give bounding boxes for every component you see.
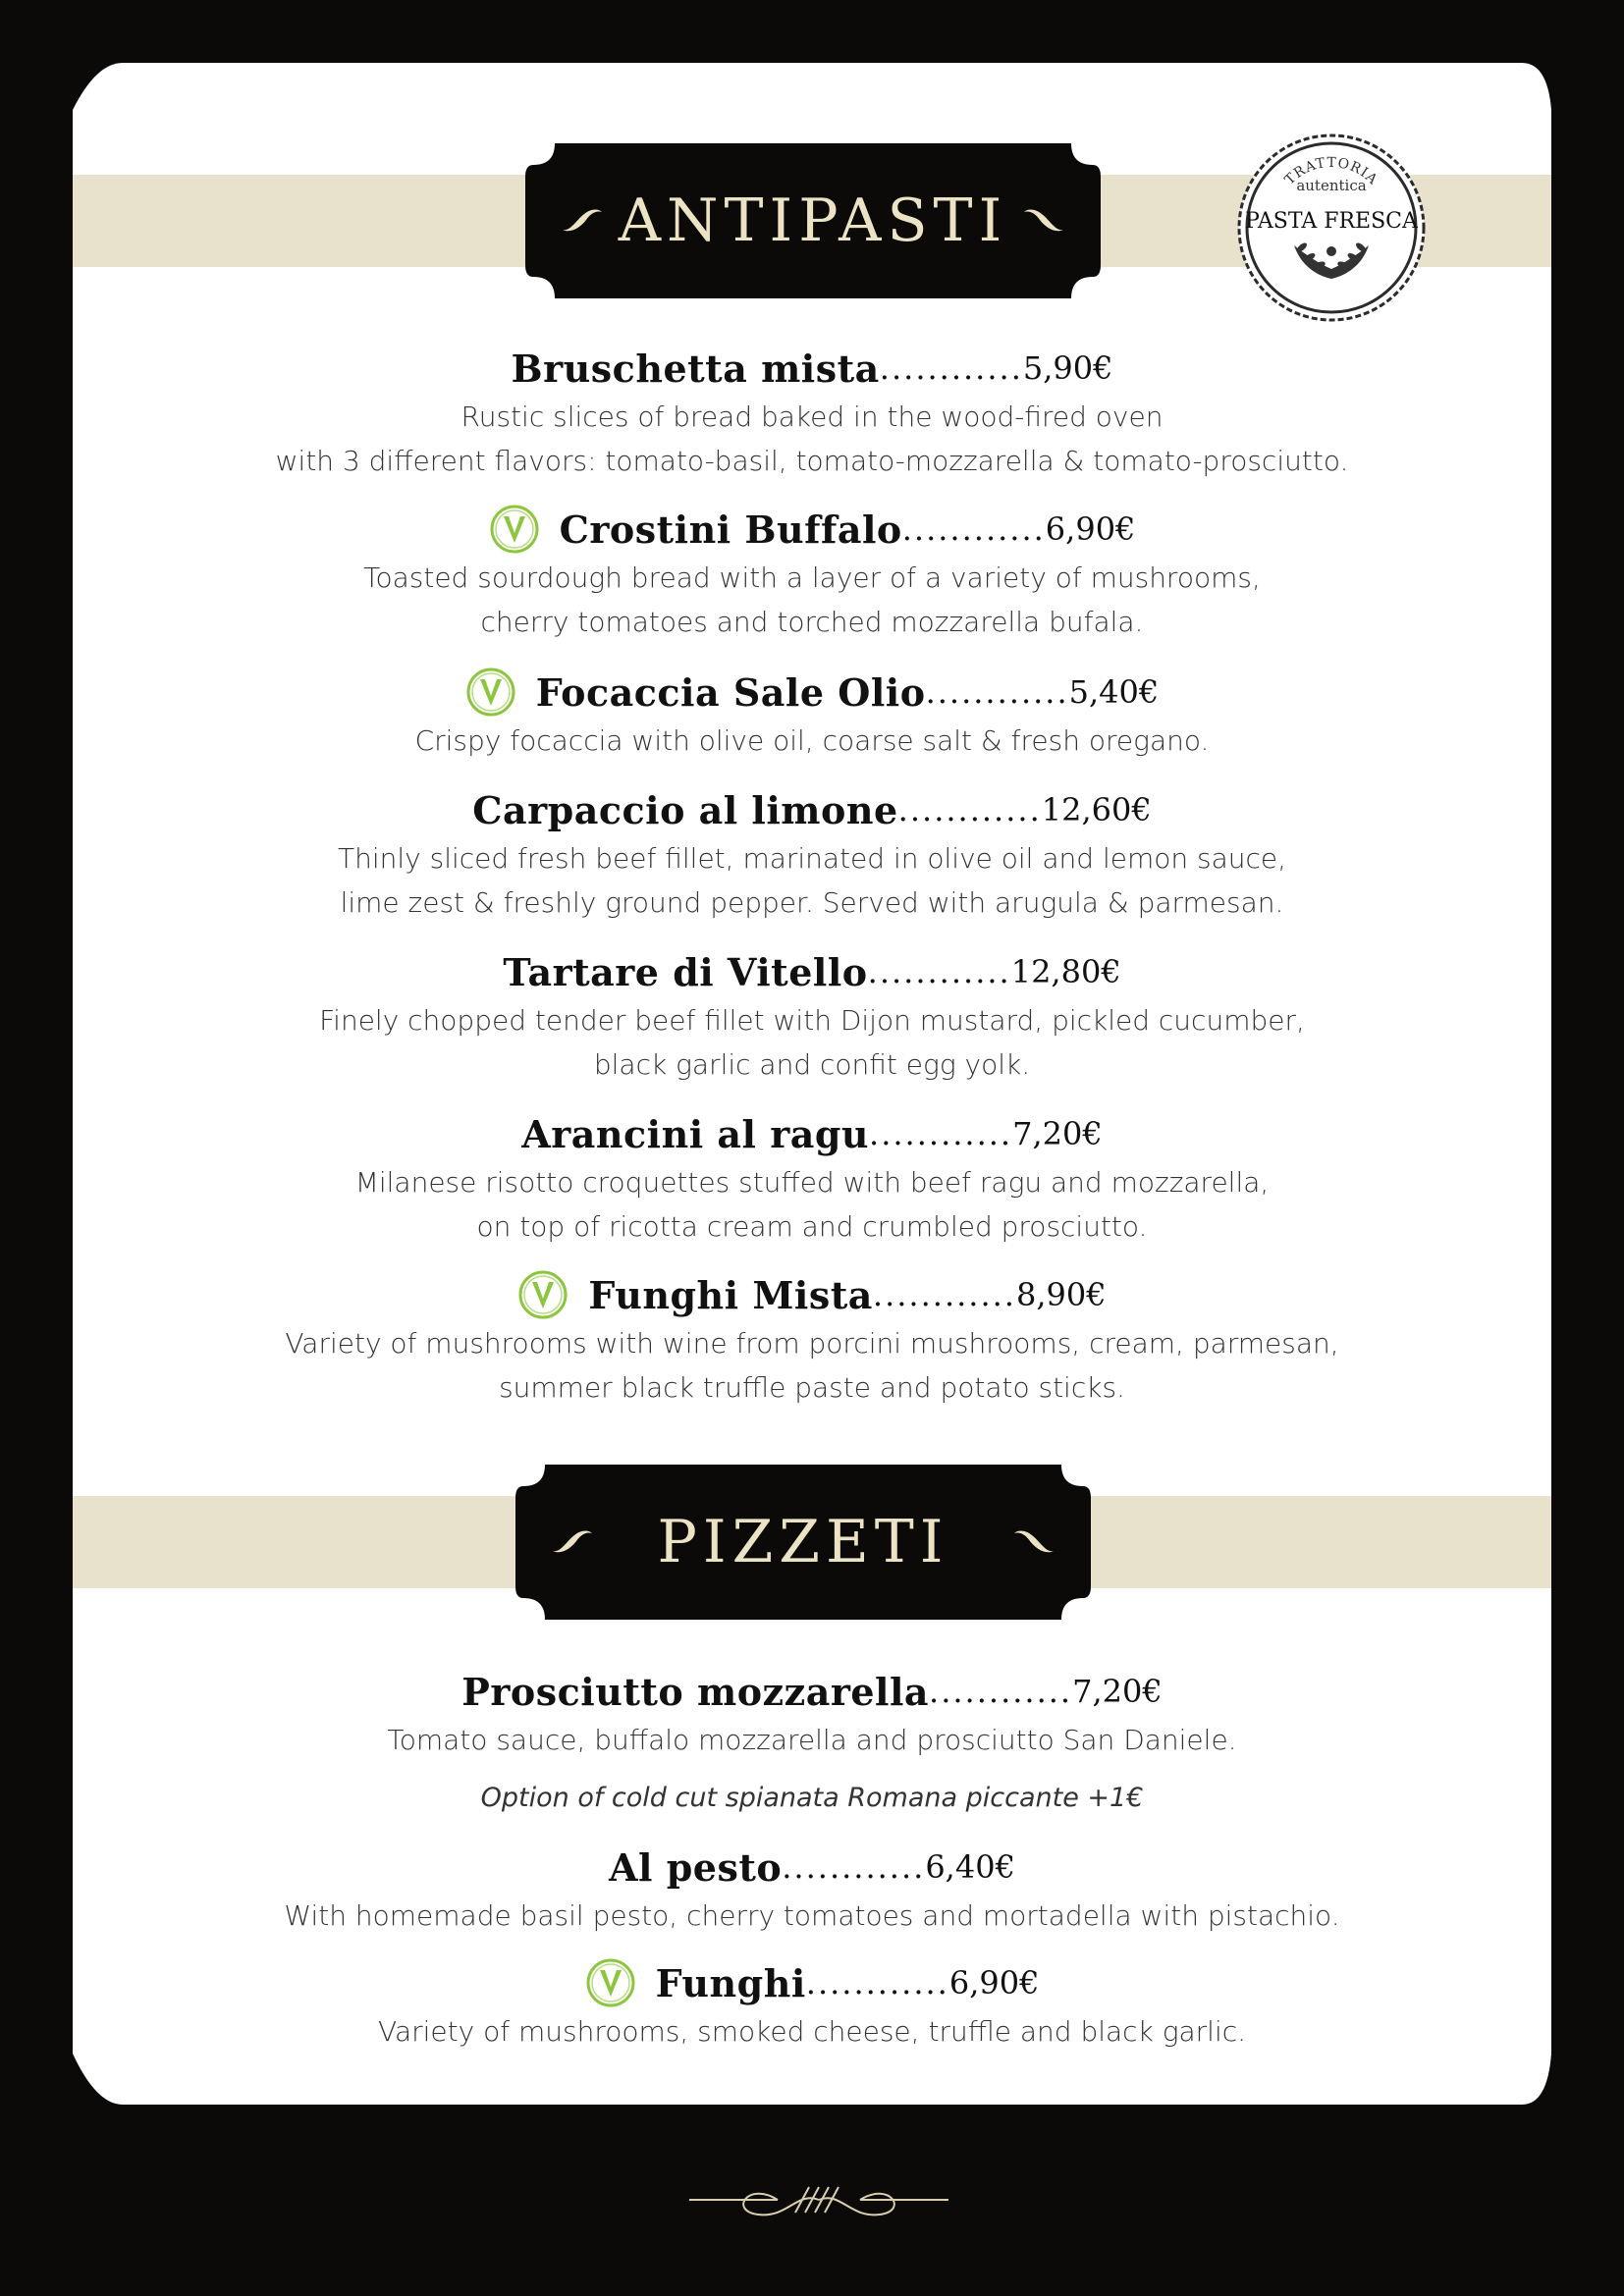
menu-item	[73, 1956, 1551, 2054]
menu-item-name: Funghi	[655, 1960, 806, 2005]
menu-item	[73, 666, 1551, 763]
menu-item-description: Finely chopped tender beef fillet with Dijon mustard, pickled cucumber,	[319, 1004, 1305, 1037]
footer-ornament-icon	[689, 2171, 948, 2228]
menu-item-description: cherry tomatoes and torched mozzarella bufala.	[480, 606, 1144, 638]
leader-dots: ............	[872, 1276, 1016, 1313]
menu-item-price: 5,40€	[1068, 673, 1160, 711]
menu-item-description: With homemade basil pesto, cherry tomatoes and mortadella with pistachio.	[284, 1899, 1340, 1932]
leader-dots: ............	[897, 791, 1042, 828]
leader-dots: ............	[929, 1673, 1073, 1710]
menu-item-price: 5,90€	[1022, 349, 1113, 387]
menu-item-line	[73, 1107, 1551, 1160]
menu-item-price: 6,90€	[948, 1964, 1040, 2002]
menu-item	[73, 1665, 1551, 1820]
vegetarian-icon	[465, 667, 516, 718]
menu-item-name: Carpaccio al limone	[472, 787, 898, 832]
menu-item-description: lime zest & freshly ground pepper. Served with arugula & parmesan.	[340, 886, 1284, 919]
menu-item-price: 12,80€	[1010, 953, 1121, 990]
menu-item-description: on top of ricotta cream and crumbled prosciutto.	[476, 1210, 1148, 1243]
menu-item-name: Prosciutto mozzarella	[461, 1669, 930, 1714]
menu-item-description: Rustic slices of bread baked in the wood-fired oven	[460, 400, 1164, 433]
menu-item	[73, 1841, 1551, 1938]
menu-item-description: with 3 different flavors: tomato-basil, tomato-mozzarella & tomato-prosciutto.	[275, 445, 1349, 477]
leader-dots: ............	[805, 1964, 949, 2002]
menu-item-price: 7,20€	[1012, 1115, 1103, 1152]
leader-dots: ............	[782, 1848, 926, 1886]
menu-item-description: black garlic and confit egg yolk.	[593, 1048, 1031, 1081]
vegetarian-icon	[489, 504, 540, 555]
antipasti-banner	[525, 143, 1101, 298]
stamp-line2: autentica	[1296, 177, 1367, 194]
menu-item-description: Thinly sliced fresh beef fillet, marinated in olive oil and lemon sauce,	[337, 842, 1287, 875]
menu-item-description: summer black truffle paste and potato sticks.	[499, 1371, 1125, 1404]
menu-item-price: 12,60€	[1041, 791, 1152, 828]
menu-item	[73, 783, 1551, 925]
menu-item-description: Toasted sourdough bread with a layer of a variety of mushrooms,	[363, 561, 1261, 594]
vegetarian-icon	[517, 1269, 568, 1320]
menu-item	[73, 1268, 1551, 1410]
menu-item-description: Milanese risotto croquettes stuffed with beef ragu and mozzarella,	[354, 1166, 1270, 1199]
leader-dots: ............	[869, 1115, 1013, 1152]
trattoria-stamp	[1235, 132, 1428, 324]
menu-item	[73, 1107, 1551, 1249]
stamp-line3: PASTA FRESCA	[1245, 209, 1418, 234]
menu-item-description: Tomato sauce, buffalo mozzarella and prosciutto San Daniele.	[387, 1724, 1237, 1756]
leader-dots: ............	[925, 673, 1069, 711]
menu-item-line	[73, 666, 1551, 719]
menu-item-line	[73, 1268, 1551, 1321]
swirl-left-icon	[561, 204, 604, 234]
menu-item-line	[73, 945, 1551, 998]
menu-item-name: Funghi Mista	[588, 1272, 873, 1317]
menu-item-line	[73, 1956, 1551, 2009]
antipasti-title: ANTIPASTI	[618, 187, 1008, 255]
menu-item-description: Variety of mushrooms with wine from porcini mushrooms, cream, parmesan,	[285, 1327, 1339, 1360]
menu-item-name: Arancini al ragu	[521, 1111, 870, 1156]
menu-item-line	[73, 1841, 1551, 1894]
menu-item	[73, 342, 1551, 483]
menu-item	[73, 503, 1551, 644]
menu-item-line	[73, 1665, 1551, 1718]
swirl-left-icon	[551, 1525, 594, 1555]
menu-item-name: Al pesto	[609, 1844, 783, 1890]
menu-item-price: 6,40€	[925, 1848, 1015, 1886]
menu-item-name: Bruschetta mista	[511, 346, 880, 391]
menu-item-name: Crostini Buffalo	[559, 507, 902, 552]
leader-dots: ............	[879, 349, 1023, 387]
menu-item-line	[73, 503, 1551, 556]
menu-item-line	[73, 342, 1551, 395]
swirl-right-icon	[1022, 204, 1065, 234]
menu-item-price: 6,90€	[1045, 510, 1136, 548]
vegetarian-icon	[585, 1957, 636, 2008]
leader-dots: ............	[901, 510, 1046, 548]
menu-item-name: Focaccia Sale Olio	[535, 669, 926, 715]
menu-item-price: 7,20€	[1072, 1673, 1163, 1710]
menu-item-price: 8,90€	[1015, 1276, 1107, 1313]
pizzeti-title: PIZZETI	[657, 1508, 949, 1576]
menu-item-line	[73, 783, 1551, 836]
menu-item-description: Crispy focaccia with olive oil, coarse salt & fresh oregano.	[414, 724, 1210, 757]
menu-item-note: Option of cold cut spianata Romana piccante +1€	[480, 1783, 1144, 1813]
swirl-right-icon	[1012, 1525, 1056, 1555]
menu-item-description: Variety of mushrooms, smoked cheese, truffle and black garlic.	[377, 2015, 1247, 2048]
menu-item	[73, 945, 1551, 1087]
stamp-line1: TRATTORIA	[1281, 154, 1381, 188]
pizzeti-banner	[515, 1465, 1091, 1620]
menu-item-name: Tartare di Vitello	[503, 949, 868, 994]
leader-dots: ............	[867, 953, 1011, 990]
